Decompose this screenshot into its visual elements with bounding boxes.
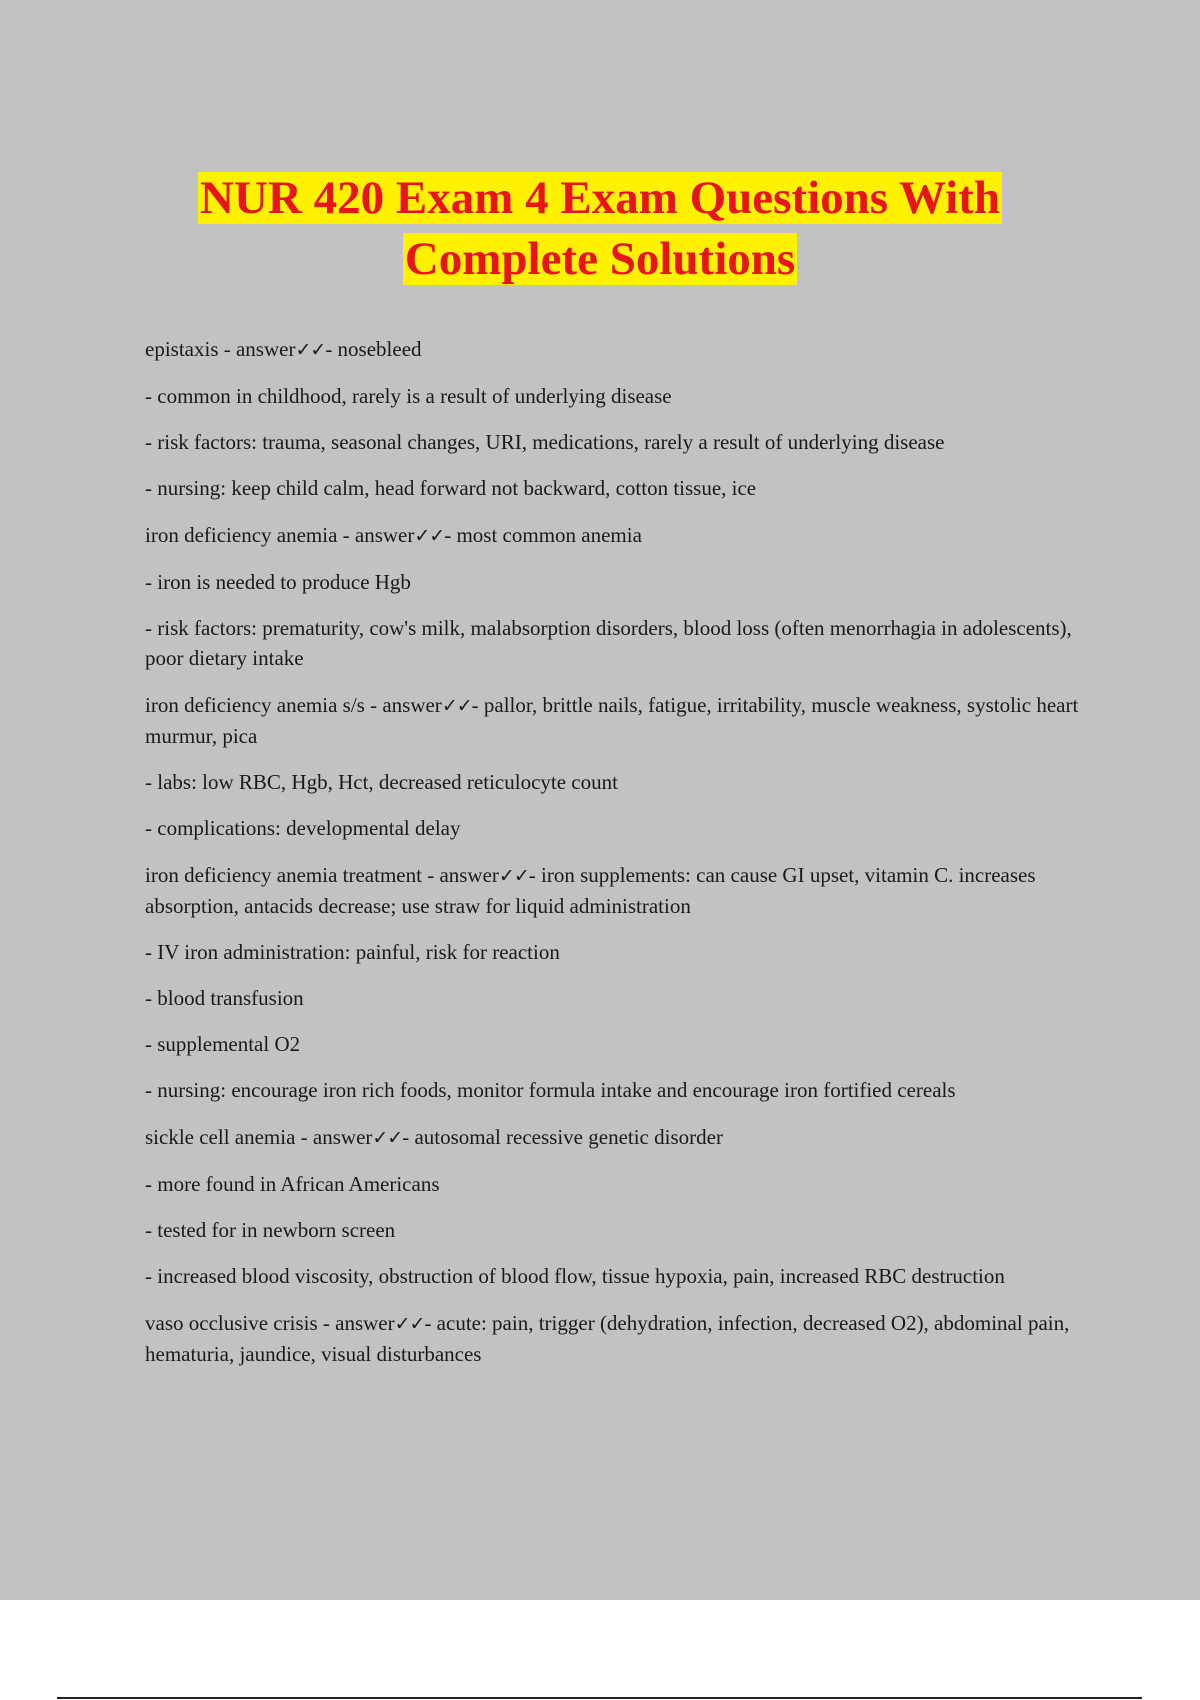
answer-detail-line: - tested for in newborn screen <box>145 1218 396 1242</box>
answer-detail-line: - risk factors: trauma, seasonal changes, URI, medications, rarely a result of underlying disease <box>145 430 945 454</box>
term-text: sickle cell anemia - answer <box>145 1125 373 1149</box>
answer-detail-line: - complications: developmental delay <box>145 816 461 840</box>
answer-detail-line: - IV iron administration: painful, risk for reaction <box>145 940 560 964</box>
check-mark-icon: ✓✓ <box>414 525 445 547</box>
qa-term-entry <box>145 690 1095 751</box>
footer-divider <box>57 1697 1142 1699</box>
term-text: iron deficiency anemia s/s - answer <box>145 693 442 717</box>
answer-text: - pallor, brittle nails, fatigue, irritability, muscle weakness, systolic heart murmur, pica <box>145 693 1079 748</box>
answer-detail-line: - iron is needed to produce Hgb <box>145 570 411 594</box>
answer-detail-line: - increased blood viscosity, obstruction of blood flow, tissue hypoxia, pain, increased RBC destruction <box>145 1264 1005 1288</box>
answer-detail-line: - common in childhood, rarely is a result of underlying disease <box>145 384 672 408</box>
check-mark-icon: ✓✓ <box>372 1127 403 1149</box>
check-mark-icon: ✓✓ <box>295 339 326 361</box>
term-text: iron deficiency anemia - answer <box>145 523 415 547</box>
document-title <box>0 168 1200 290</box>
qa-term-entry <box>145 1122 1095 1153</box>
check-mark-icon: ✓✓ <box>441 695 472 717</box>
qa-term-entry <box>145 334 1095 365</box>
answer-detail-line: - nursing: encourage iron rich foods, monitor formula intake and encourage iron fortified cereals <box>145 1078 956 1102</box>
document-body <box>145 334 1095 1369</box>
answer-text: - iron supplements: can cause GI upset, vitamin C. increases absorption, antacids decrease; use straw for liquid administration <box>145 863 1036 918</box>
qa-term-entry <box>145 520 1095 551</box>
answer-detail-line: - nursing: keep child calm, head forward not backward, cotton tissue, ice <box>145 476 757 500</box>
qa-term-entry <box>145 860 1095 921</box>
term-text: epistaxis - answer <box>145 337 296 361</box>
answer-detail-line: - blood transfusion <box>145 986 304 1010</box>
qa-term-entry <box>145 1308 1095 1369</box>
term-text: iron deficiency anemia treatment - answer <box>145 863 499 887</box>
check-mark-icon: ✓✓ <box>394 1313 425 1335</box>
title-line-2: Complete Solutions <box>404 233 796 285</box>
answer-text: - most common anemia <box>444 523 642 547</box>
answer-detail-line: - risk factors: prematurity, cow's milk, malabsorption disorders, blood loss (often menorrhagia in adolescents), poor dietary intake <box>145 616 1072 670</box>
check-mark-icon: ✓✓ <box>498 865 529 887</box>
answer-detail-line: - labs: low RBC, Hgb, Hct, decreased reticulocyte count <box>145 770 618 794</box>
answer-detail-line: - more found in African Americans <box>145 1172 440 1196</box>
answer-detail-line: - supplemental O2 <box>145 1032 301 1056</box>
answer-text: - nosebleed <box>325 337 422 361</box>
answer-text: - autosomal recessive genetic disorder <box>402 1125 723 1149</box>
title-line-1: NUR 420 Exam 4 Exam Questions With <box>200 172 1000 224</box>
answer-text: - acute: pain, trigger (dehydration, infection, decreased O2), abdominal pain, hematuria, jaundice, visual disturbances <box>145 1311 1070 1366</box>
term-text: vaso occlusive crisis - answer <box>145 1311 395 1335</box>
